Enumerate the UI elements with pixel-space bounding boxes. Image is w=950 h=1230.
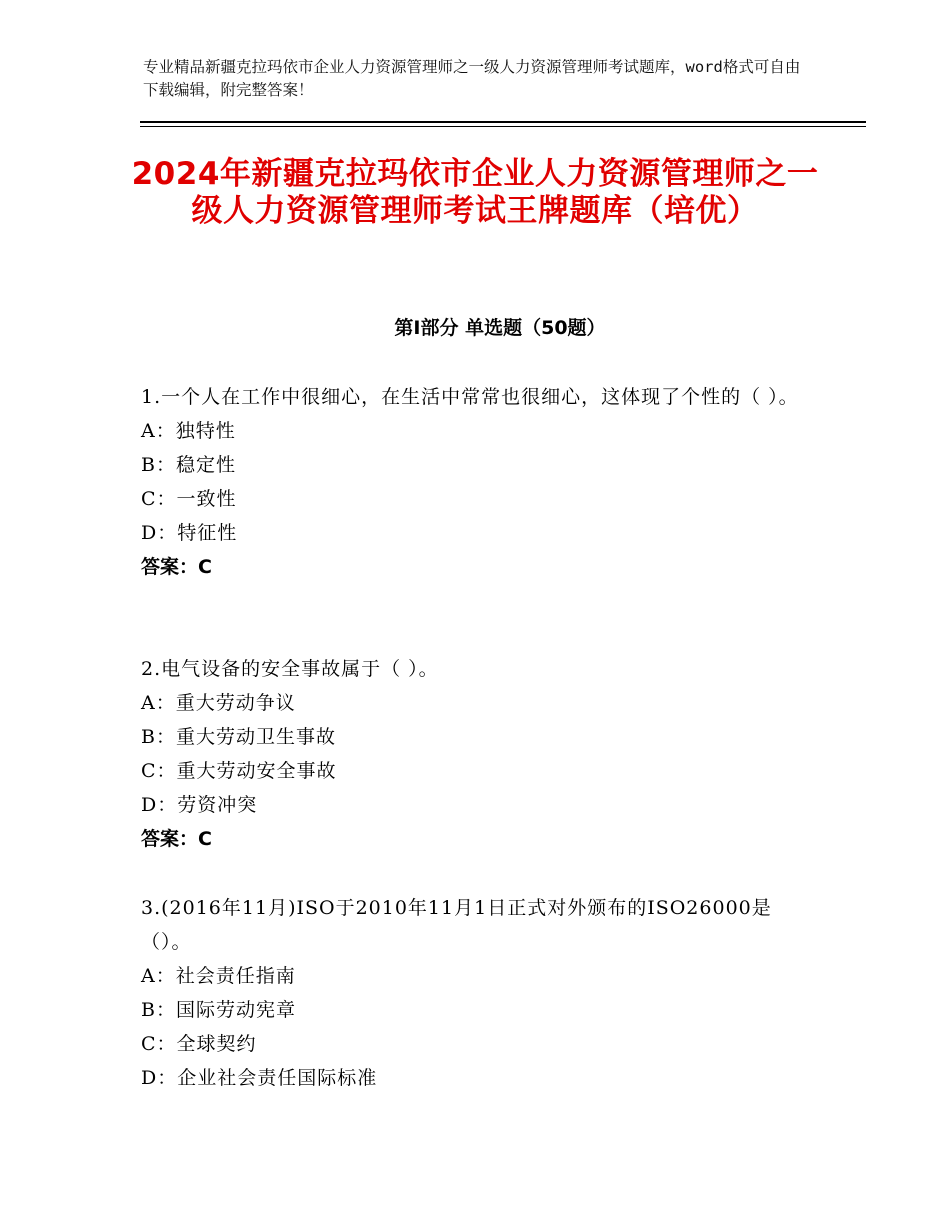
header-rule-thin <box>140 126 866 127</box>
option-c: C：重大劳动安全事故 <box>141 760 337 782</box>
option-a: A：独特性 <box>141 420 236 442</box>
answer: 答案：C <box>141 828 212 850</box>
question-3 <box>141 891 821 1095</box>
option-c: C：全球契约 <box>141 1033 257 1055</box>
section-title: 第Ⅰ部分 单选题（50题） <box>394 317 606 339</box>
option-d: D：劳资冲突 <box>141 794 258 816</box>
option-b: B：稳定性 <box>141 454 236 476</box>
question-2 <box>141 652 821 856</box>
question-stem: 1.一个人在工作中很细心，在生活中常常也很细心，这体现了个性的（ ）。 <box>141 386 799 408</box>
option-b: B：国际劳动宪章 <box>141 999 296 1021</box>
option-c: C：一致性 <box>141 488 237 510</box>
answer: 答案：C <box>141 556 212 578</box>
document-title: 2024年新疆克拉玛依市企业人力资源管理师之一级人力资源管理师考试王牌题库（培优） <box>131 156 819 229</box>
question-stem: 3.(2016年11月)ISO于2010年11月1日正式对外颁布的ISO26000是（）。 <box>141 897 772 953</box>
option-a: A：社会责任指南 <box>141 965 296 987</box>
option-a: A：重大劳动争议 <box>141 692 296 714</box>
option-b: B：重大劳动卫生事故 <box>141 726 336 748</box>
header-note: 专业精品新疆克拉玛依市企业人力资源管理师之一级人力资源管理师考试题库，word格式可自由下载编辑，附完整答案！ <box>143 58 801 99</box>
option-d: D：企业社会责任国际标准 <box>141 1067 378 1089</box>
option-d: D：特征性 <box>141 522 238 544</box>
header-rule-thick <box>140 121 866 123</box>
question-stem: 2.电气设备的安全事故属于（ ）。 <box>141 658 439 680</box>
question-1 <box>141 380 821 584</box>
